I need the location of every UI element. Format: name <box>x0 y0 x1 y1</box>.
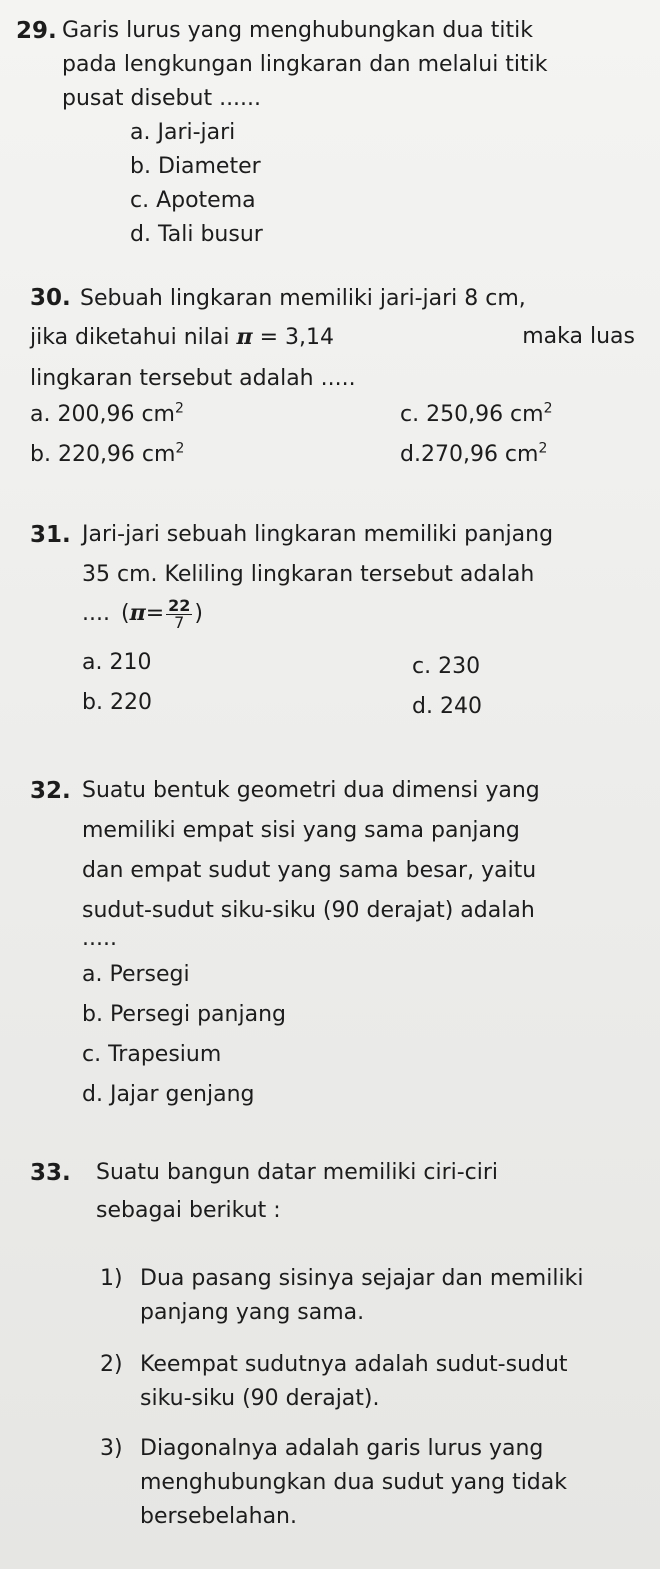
q31-equals: = <box>145 601 165 626</box>
q32-stem-line3: dan empat sudut yang sama besar, yaitu <box>82 858 537 883</box>
q30-stem-line1: Sebuah lingkaran memiliki jari-jari 8 cm, <box>80 286 526 311</box>
q33-stem-line2: sebagai berikut : <box>96 1198 281 1223</box>
q33-item-1-number: 1) <box>100 1266 123 1291</box>
q30-stem-line2-part2: maka luas <box>522 324 635 349</box>
q29-stem-line3: pusat disebut ...... <box>62 86 262 111</box>
q31-stem-line1: Jari-jari sebuah lingkaran memiliki panjang <box>82 522 554 547</box>
q31-dots: .... <box>82 601 110 626</box>
q32-number: 32. <box>30 778 71 804</box>
q30-stem-line3: lingkaran tersebut adalah ..... <box>30 366 356 391</box>
q30-option-b-text: b. 220,96 cm <box>30 442 176 467</box>
q30-option-a <box>30 400 184 430</box>
q32-stem-line2: memiliki empat sisi yang sama panjang <box>82 818 520 843</box>
q31-fraction <box>166 595 192 632</box>
q31-option-c: c. 230 <box>412 654 481 679</box>
pi-symbol: π <box>129 600 146 626</box>
q32-stem-line1: Suatu bentuk geometri dua dimensi yang <box>82 778 540 803</box>
pi-symbol: π <box>236 324 253 350</box>
q30-option-c-text: c. 250,96 cm <box>400 402 544 427</box>
q33-item-1-line2: panjang yang sama. <box>140 1300 365 1325</box>
q33-item-2-line2: siku-siku (90 derajat). <box>140 1386 380 1411</box>
q31-option-a: a. 210 <box>82 650 152 675</box>
q31-option-b: b. 220 <box>82 690 152 715</box>
q32-option-a: a. Persegi <box>82 962 190 987</box>
q31-number: 31. <box>30 522 71 548</box>
q30-option-c-sup: 2 <box>543 400 553 417</box>
q32-option-c: c. Trapesium <box>82 1042 222 1067</box>
q31-stem-line2: 35 cm. Keliling lingkaran tersebut adalah <box>82 562 535 587</box>
q32-option-b: b. Persegi panjang <box>82 1002 286 1027</box>
q31-paren-close: ) <box>194 601 203 626</box>
q30-option-a-sup: 2 <box>174 400 184 417</box>
q30-number: 30. <box>30 285 71 311</box>
q30-option-c <box>400 400 553 430</box>
q31-fraction-denominator: 7 <box>174 612 185 632</box>
q33-item-2-line1: Keempat sudutnya adalah sudut-sudut <box>140 1352 568 1377</box>
q29-option-b: b. Diameter <box>130 154 261 179</box>
q31-option-d: d. 240 <box>412 694 482 719</box>
q32-stem-line4: sudut-sudut siku-siku (90 derajat) adalah <box>82 898 535 923</box>
q33-item-3-line1: Diagonalnya adalah garis lurus yang <box>140 1436 544 1461</box>
q30-pi-value: = 3,14 <box>259 325 335 350</box>
q33-item-3-line2: menghubungkan dua sudut yang tidak <box>140 1470 567 1495</box>
q29-stem-line1: Garis lurus yang menghubungkan dua titik <box>62 18 533 43</box>
q30-option-b-sup: 2 <box>175 440 185 457</box>
q32-option-d: d. Jajar genjang <box>82 1082 255 1107</box>
q29-option-a: a. Jari-jari <box>130 120 236 145</box>
q33-item-3-line3: bersebelahan. <box>140 1504 297 1529</box>
q31-stem-line3 <box>82 596 203 631</box>
q30-option-a-text: a. 200,96 cm <box>30 402 175 427</box>
q31-paren-open: ( <box>120 601 130 626</box>
q33-item-1-line1: Dua pasang sisinya sejajar dan memiliki <box>140 1266 584 1291</box>
q29-stem-line2: pada lengkungan lingkaran dan melalui titik <box>62 52 548 77</box>
q30-option-d-sup: 2 <box>538 440 548 457</box>
q29-option-c: c. Apotema <box>130 188 256 213</box>
q33-number: 33. <box>30 1160 71 1186</box>
q30-stem-line2 <box>30 320 635 355</box>
q30-stem-line2-part1: jika diketahui nilai <box>30 325 230 350</box>
q30-option-b <box>30 440 184 470</box>
q29-option-d: d. Tali busur <box>130 222 263 247</box>
q29-number: 29. <box>16 18 57 44</box>
q33-item-3-number: 3) <box>100 1436 123 1461</box>
q33-item-2-number: 2) <box>100 1352 123 1377</box>
q30-option-d-text: d.270,96 cm <box>400 442 539 467</box>
q32-stem-line5: ..... <box>82 926 117 951</box>
q33-stem-line1: Suatu bangun datar memiliki ciri-ciri <box>96 1160 499 1185</box>
q30-option-d <box>400 440 547 470</box>
q31-fraction-numerator: 22 <box>168 595 191 615</box>
